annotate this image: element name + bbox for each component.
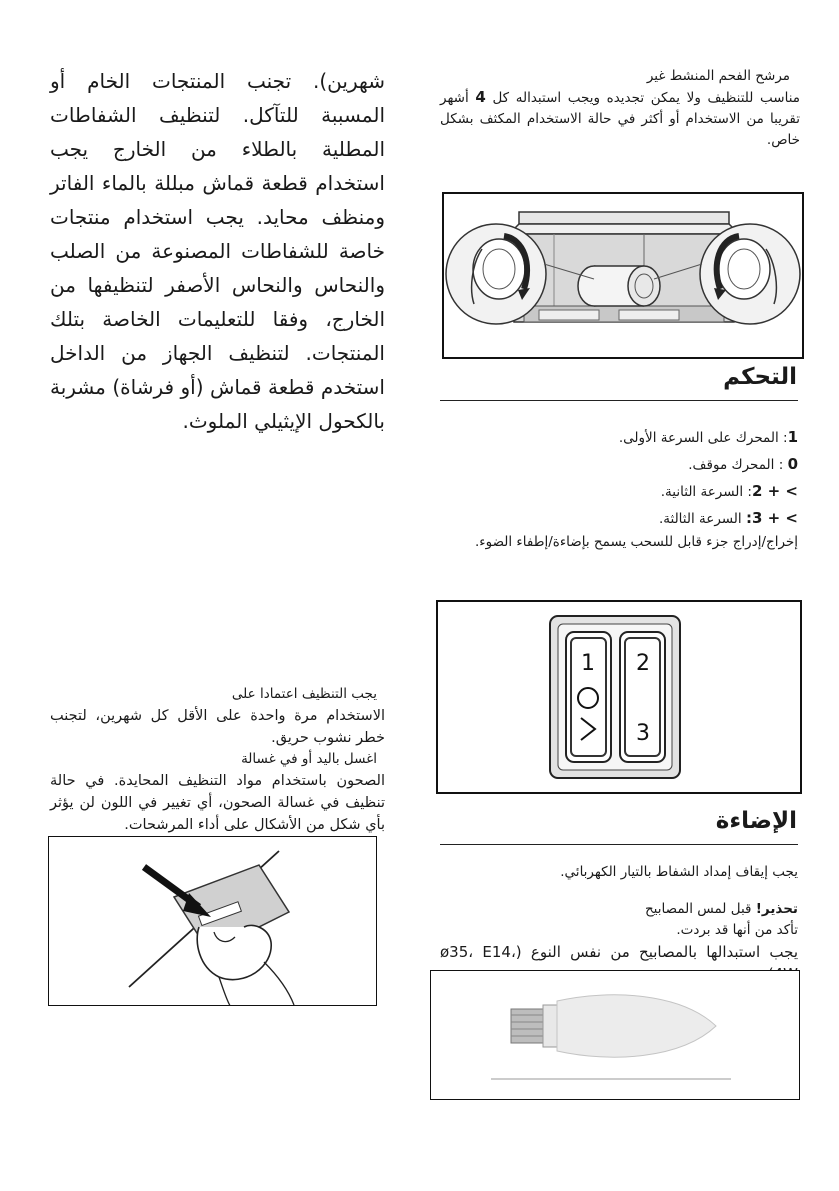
wash-text-2: الصحون باستخدام مواد التنظيف المحايدة. في حالة تنظيف في غسالة الصحون، أي تغيير في اللون لن يؤثر بأي شكل من الأشكال على أداء المرشحات. xyxy=(50,773,385,833)
control-key: 1 xyxy=(787,428,798,446)
power-text: يجب إيقاف إمداد الشفاط بالتيار الكهربائي. xyxy=(560,864,798,880)
grease-text-1: يجب التنظيف اعتمادا على xyxy=(231,686,377,702)
control-heading: التحكم xyxy=(723,364,797,390)
grease-filter-figure xyxy=(48,836,377,1006)
control-key: 0 xyxy=(787,455,798,473)
filter-months: 4 xyxy=(475,88,486,106)
grease-text-2: الاستخدام مرة واحدة على الأقل كل شهرين، لتجنب خطر نشوب حريق. xyxy=(50,708,385,746)
replace-text: يجب استبدالها بالمصابيح من نفس النوع (ø35، E14، xyxy=(440,943,799,961)
control-key: > + 3: xyxy=(745,509,798,527)
cleaning-text: شهرين). تجنب المنتجات الخام أو المسببة للتآكل. لتنظيف الشفاطات المطلية بالطلاء من الخارج يجب استخدام قطعة قماش مبللة بالماء الفاتر ومنظف محايد. يجب استخدام منتجات خاصة للشفاطات المصنوعة من الصلب والنحاس والنحاس الأصفر لتنظيفها من الخارج، وفقا للتعليمات الخاصة بتلك المنتجات. لتنظيف الجهاز من الداخل استخدم قطعة قماش (أو فرشاة) مشربة بالكحول الإيثيلي الملوث. xyxy=(50,69,385,433)
control-desc: السرعة الثالثة. xyxy=(658,511,746,527)
control-item xyxy=(440,478,798,505)
warning-label: تحذير! xyxy=(755,901,798,917)
switch-illustration xyxy=(438,602,800,792)
lighting-text xyxy=(440,862,798,985)
filter-replacement-figure xyxy=(442,192,804,359)
bulb-illustration xyxy=(431,971,799,1099)
control-desc: : السرعة الثانية. xyxy=(660,484,752,500)
filter-text-2: مناسب للتنظيف ولا يمكن تجديده ويجب استبداله كل xyxy=(492,90,800,106)
grease-filter-illustration xyxy=(49,837,376,1005)
control-heading-rule xyxy=(440,400,798,401)
control-item xyxy=(440,451,798,478)
control-item xyxy=(440,505,798,532)
control-desc: : المحرك موقف. xyxy=(688,457,788,473)
control-item xyxy=(440,424,798,451)
filter-text-3: أشهر تقريبا من الاستخدام أو أكثر في حالة الاستخدام المكثف بشكل خاص. xyxy=(440,90,800,148)
switch-panel-figure xyxy=(436,600,802,794)
filter-paragraph xyxy=(440,66,800,151)
filter-illustration xyxy=(444,194,802,357)
grease-filter-paragraph xyxy=(50,684,385,836)
filter-text-1: مرشح الفحم المنشط غير xyxy=(646,68,790,84)
control-desc: : المحرك على السرعة الأولى. xyxy=(618,430,788,446)
cleaning-paragraph xyxy=(50,64,385,438)
warning-text-2: تأكد من أنها قد بردت. xyxy=(676,922,798,938)
warning-text-1: قبل لمس المصابيح xyxy=(644,901,756,917)
switch-label-1: 1 xyxy=(581,651,595,676)
wash-text-1: اغسل باليد أو في غسالة xyxy=(241,751,377,767)
switch-label-3: 3 xyxy=(636,721,650,746)
control-key: > + 2 xyxy=(751,482,798,500)
lighting-heading: الإضاءة xyxy=(715,808,797,834)
bulb-figure xyxy=(430,970,800,1100)
control-list xyxy=(440,424,798,553)
switch-label-2: 2 xyxy=(636,651,650,676)
lighting-heading-rule xyxy=(440,844,798,845)
drawer-text: إخراج/إدراج جزء قابل للسحب يسمح بإضاءة/إطفاء الضوء. xyxy=(474,534,798,550)
